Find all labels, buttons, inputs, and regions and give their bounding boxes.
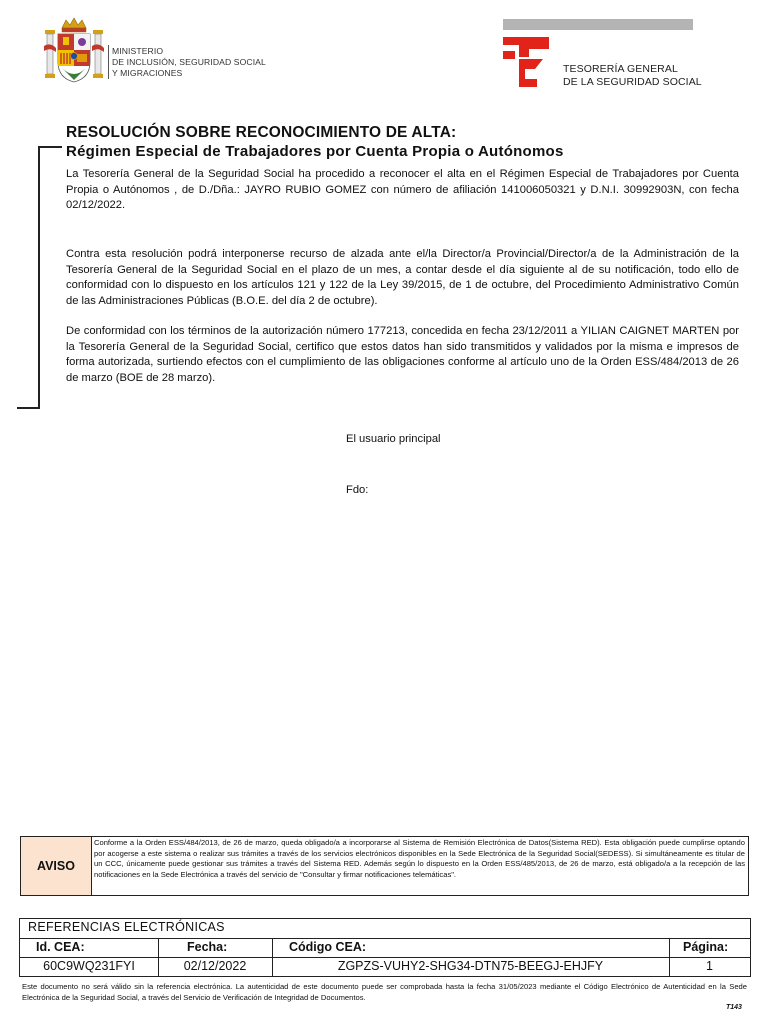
document-title: RESOLUCIÓN SOBRE RECONOCIMIENTO DE ALTA: — [66, 124, 457, 141]
header-codigo-cea: Código CEA: — [289, 940, 367, 954]
references-title: REFERENCIAS ELECTRÓNICAS — [28, 920, 225, 934]
signature-label: Fdo: — [346, 484, 369, 496]
bracket-bottom — [17, 407, 40, 409]
value-id-cea: 60C9WQ231FYI — [43, 959, 135, 973]
tgss-line: TESORERÍA GENERAL — [563, 63, 678, 75]
ministry-divider — [108, 45, 109, 79]
authorization-paragraph: De conformidad con los términos de la autorización número 177213, concedida en fecha 23/12/2011 a YILIAN CAIGNET MARTEN por la Tesorería General de la Seguridad Social, certifico que estos datos han sido transmitidos y validados por la misma e impresos de forma autorizada, surtiendo efectos con el cumplimiento de las obligaciones conforme al artículo uno de la Orden ESS/484/2013 de 26 de marzo (BOE de 28 marzo). — [66, 325, 739, 384]
ministry-line: Y MIGRACIONES — [112, 67, 183, 78]
validity-note: Este documento no será válido sin la referencia electrónica. La autenticidad de este documento puede ser comprobada hasta la fecha 31/05/2023 mediante el Código Electrónico de Autenticidad en la Sede Electrónica de la Seguridad Social, a través del Servicio de Verificación de Integridad de Documentos. — [22, 982, 747, 1002]
value-fecha: 02/12/2022 — [183, 959, 247, 973]
bracket-top — [38, 146, 62, 148]
aviso-label: AVISO — [21, 837, 92, 895]
table-divider — [20, 938, 750, 939]
spain-coat-of-arms-icon — [42, 16, 106, 88]
header-gray-bar — [503, 19, 693, 30]
tgss-logo-icon — [503, 37, 549, 87]
appeal-paragraph: Contra esta resolución podrá interponerse recurso de alzada ante el/la Director/a Provincial/Director/a de la Administración de la Tesorería General de la Seguridad Social en el plazo de un mes, a contar desde el día siguiente al de su notificación, todo ello de conformidad con lo dispuesto en los artículos 121 y 122 de la Ley 39/2015, de 1 de octubre, del Procedimiento Administrativo Común de las Administraciones Públicas (B.O.E. del día 2 de octubre). — [66, 248, 739, 307]
ministry-line: MINISTERIO — [112, 46, 164, 56]
form-code: T143 — [726, 1004, 742, 1011]
ministry-name — [112, 46, 266, 78]
value-pagina: 1 — [706, 959, 713, 973]
resolution-paragraph: La Tesorería General de la Seguridad Social ha procedido a reconocer el alta en el Régimen Especial de Trabajadores por Cuenta Propia o Autónomos , de D./Dña.: JAYRO RUBIO GOMEZ con número de afiliación 141006050321 y D.N.I. 30992903N, con fecha 02/12/2022. — [66, 168, 739, 211]
signer-label: El usuario principal — [346, 433, 441, 445]
document-subtitle: Régimen Especial de Trabajadores por Cuenta Propia o Autónomos — [66, 143, 564, 160]
header-pagina: Página: — [683, 940, 729, 954]
header-fecha: Fecha: — [187, 940, 228, 954]
bracket-vertical — [38, 146, 40, 408]
tgss-line: DE LA SEGURIDAD SOCIAL — [563, 75, 702, 88]
tgss-name — [563, 63, 702, 88]
aviso-text: Conforme a la Orden ESS/484/2013, de 26 de marzo, queda obligado/a a incorporarse al Sistema de Remisión Electrónica de Datos(Sistema RED). Esta obligación puede cumplirse optando por acogerse a este sistema o realizar sus trámites a través de los servicios electrónicos disponibles en la Sede Electrónica de la Seguridad Social(SEDESS). Si simultáneamente es titular de un CCC, únicamente puede gestionar sus trámites a través del Sistema RED. Además según lo dispuesto en la Orden ESS/485/2013, de 26 de marzo, está obligado/a a la recepción de las notificaciones en la Sede Electrónica a través del servicio de "Consultar y firmar notificaciones telemáticas". — [94, 838, 745, 879]
value-codigo-cea: ZGPZS-VUHY2-SHG34-DTN75-BEEGJ-EHJFY — [337, 959, 604, 973]
table-divider — [20, 957, 750, 958]
ministry-line: DE INCLUSIÓN, SEGURIDAD SOCIAL — [112, 56, 266, 67]
header-id-cea: Id. CEA: — [36, 940, 85, 954]
